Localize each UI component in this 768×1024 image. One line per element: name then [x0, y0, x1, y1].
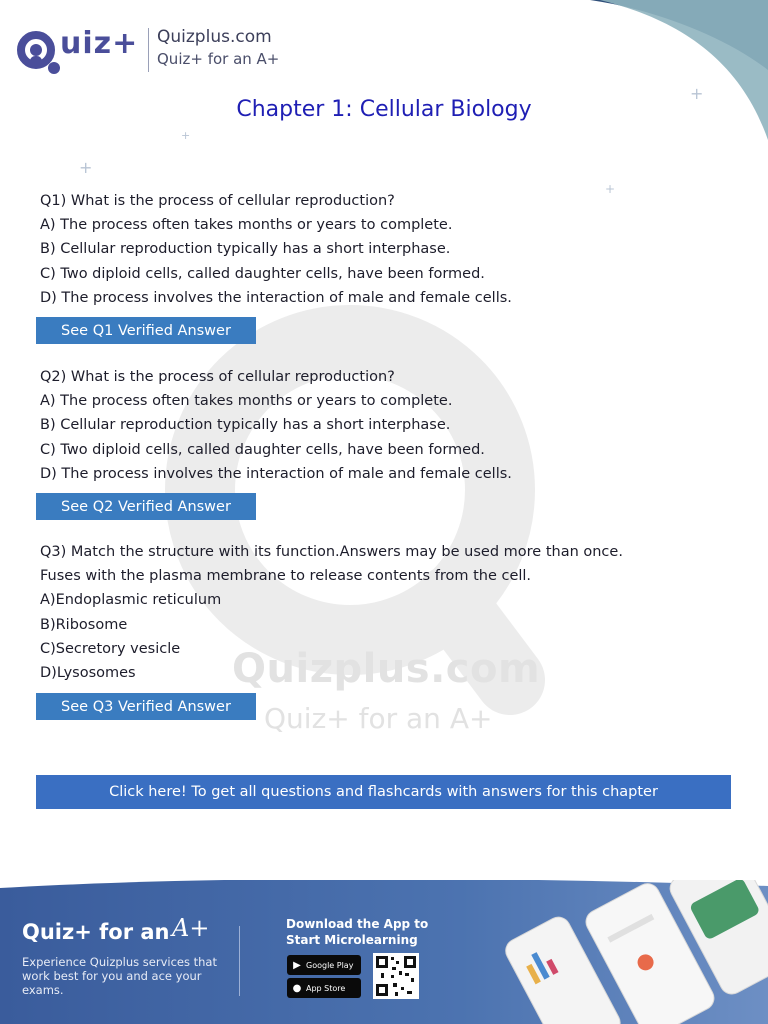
question-text: Q2) What is the process of cellular reproduction?: [40, 369, 395, 385]
download-app-text: Download the App to Start Microlearning: [286, 917, 429, 947]
answer-option: D) The process involves the interaction of male and female cells.: [40, 465, 512, 482]
answer-option: D) The process involves the interaction of male and female cells.: [40, 289, 512, 306]
watermark-tagline: Quiz+ for an A+: [264, 702, 493, 735]
plus-decoration-icon: +: [690, 84, 704, 103]
answer-option: A)Endoplasmic reticulum: [40, 592, 222, 609]
phone-mockups-icon: [505, 880, 768, 1024]
all-questions-cta-button[interactable]: Click here! To get all questions and flashcards with answers for this chapter: [36, 775, 731, 809]
answer-option: C) Two diploid cells, called daughter cells, have been formed.: [40, 441, 485, 458]
apple-icon: ●: [292, 982, 302, 994]
see-q2-answer-button[interactable]: See Q2 Verified Answer: [36, 493, 256, 520]
qr-code-icon[interactable]: [373, 953, 419, 999]
logo-divider: [148, 28, 149, 72]
question-text: Q3) Match the structure with its function.Answers may be used more than once.: [40, 544, 623, 560]
play-store-icon: ▶: [293, 959, 301, 971]
answer-option: B) Cellular reproduction typically has a short interphase.: [40, 241, 451, 258]
plus-decoration-icon: +: [181, 129, 191, 142]
answer-option: A) The process often takes months or years to complete.: [40, 393, 453, 410]
plus-decoration-icon: +: [79, 158, 93, 177]
question-block-q2: [40, 365, 720, 486]
question-text: Q1) What is the process of cellular reproduction?: [40, 193, 395, 209]
brand-name: Quizplus.com: [157, 27, 272, 47]
logo-wordmark: uiz+: [60, 26, 139, 61]
answer-option: C) Two diploid cells, called daughter cells, have been formed.: [40, 265, 485, 282]
footer-tagline: Quiz+ for an: [22, 920, 170, 944]
question-block-q1: [40, 189, 720, 310]
watermark-text: Quizplus.com: [232, 646, 541, 692]
question-text: Fuses with the plasma membrane to release contents from the cell.: [40, 568, 532, 585]
footer-banner: [0, 880, 768, 1024]
answer-option: A) The process often takes months or years to complete.: [40, 217, 453, 234]
question-block-q3: [40, 540, 720, 685]
answer-option: D)Lysosomes: [40, 665, 136, 682]
a-plus-mark: A+: [172, 914, 210, 942]
brand-tagline: Quiz+ for an A+: [157, 50, 280, 68]
google-play-badge[interactable]: ▶ Google Play: [287, 955, 361, 975]
footer-description: Experience Quizplus services that work best for you and ace your exams.: [22, 955, 217, 997]
answer-option: B) Cellular reproduction typically has a short interphase.: [40, 417, 451, 434]
answer-option: C)Secretory vesicle: [40, 640, 181, 657]
chapter-title: Chapter 1: Cellular Biology: [236, 97, 532, 122]
app-store-badge[interactable]: ● App Store: [287, 978, 361, 998]
see-q1-answer-button[interactable]: See Q1 Verified Answer: [36, 317, 256, 344]
footer-divider: [239, 926, 240, 996]
answer-option: B)Ribosome: [40, 616, 128, 633]
see-q3-answer-button[interactable]: See Q3 Verified Answer: [36, 693, 256, 720]
plus-decoration-icon: +: [605, 182, 616, 196]
